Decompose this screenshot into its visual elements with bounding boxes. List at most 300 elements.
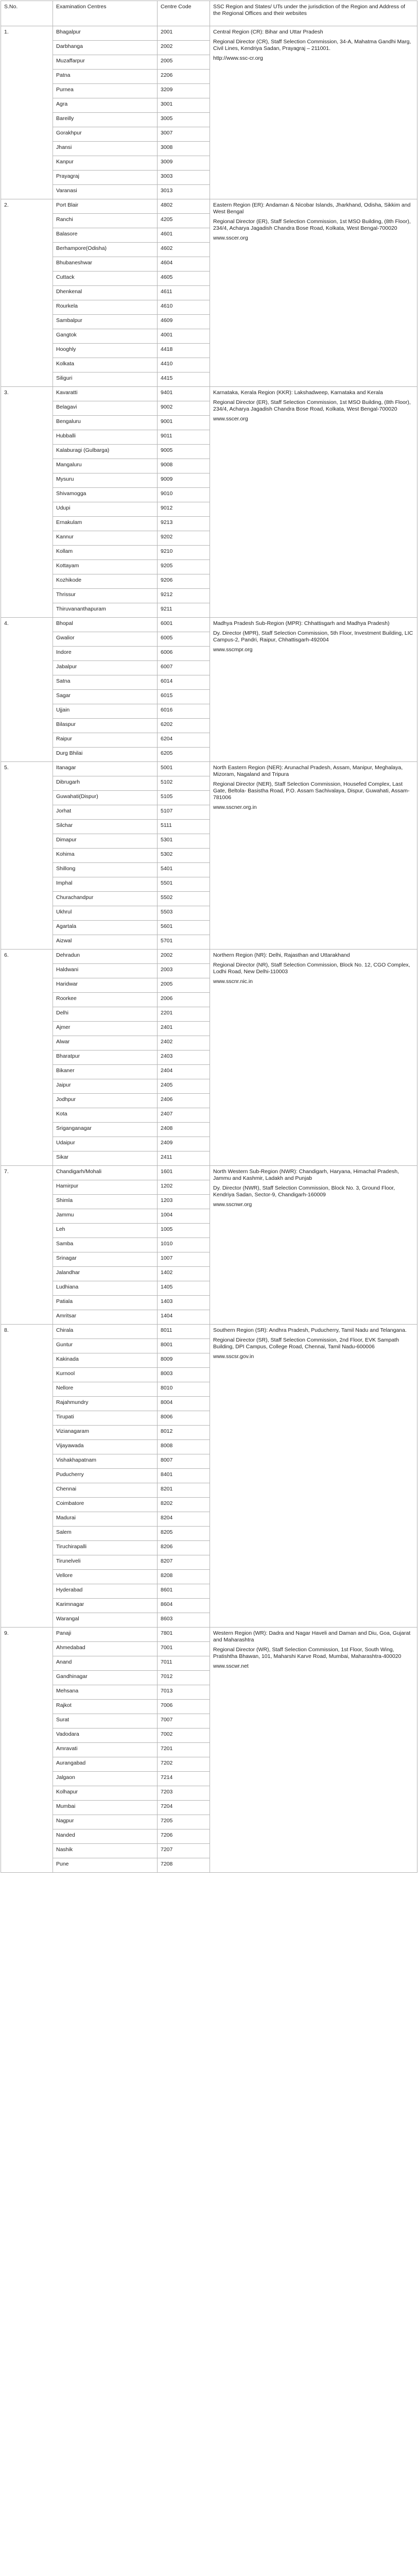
region-info-cell bbox=[210, 1628, 417, 1873]
centre-code: 6205 bbox=[158, 748, 210, 762]
exam-centre-name: Siliguri bbox=[53, 372, 158, 387]
regional-website: www.sscmpr.org bbox=[213, 647, 253, 653]
exam-centre-name: Alwar bbox=[53, 1036, 158, 1050]
centre-code: 4611 bbox=[158, 286, 210, 300]
region-name: Western Region (WR): Dadra and Nagar Haveli and Daman and Diu, Goa, Gujarat and Maharashtra bbox=[213, 1630, 411, 1643]
centre-code: 2405 bbox=[158, 1079, 210, 1094]
region-info-cell bbox=[210, 618, 417, 762]
exam-centre-name: Jorhat bbox=[53, 805, 158, 820]
regional-website: http://www.ssc-cr.org bbox=[213, 55, 263, 61]
exam-centre-name: Aurangabad bbox=[53, 1757, 158, 1772]
exam-centre-name: Agartala bbox=[53, 921, 158, 935]
regional-office-address: Regional Director (ER), Staff Selection Commission, 1st MSO Building, (8th Floor), 234/4, Acharya Jagadish Chandra Bose Road, Kolkata, West Bengal-700020 bbox=[213, 218, 411, 231]
centre-code: 5503 bbox=[158, 906, 210, 921]
exam-centre-name: Samba bbox=[53, 1238, 158, 1252]
centre-code: 2404 bbox=[158, 1065, 210, 1079]
centre-code: 9401 bbox=[158, 387, 210, 401]
centre-code: 9205 bbox=[158, 560, 210, 574]
centre-code: 8008 bbox=[158, 1440, 210, 1454]
exam-centre-name: Raipur bbox=[53, 733, 158, 748]
exam-centre-name: Hamirpur bbox=[53, 1180, 158, 1195]
exam-centre-name: Patiala bbox=[53, 1296, 158, 1310]
region-serial-number: 7. bbox=[1, 1166, 53, 1325]
centre-code: 8603 bbox=[158, 1613, 210, 1628]
centre-code: 1007 bbox=[158, 1252, 210, 1267]
exam-centre-name: Ludhiana bbox=[53, 1281, 158, 1296]
exam-centre-name: Thiruvananthapuram bbox=[53, 603, 158, 618]
regional-office-address: Dy. Director (MPR), Staff Selection Commission, 5th Floor, Investment Building, LIC Campus-2, Pandri, Raipur, Chhattisgarh-492004 bbox=[213, 630, 413, 643]
exam-centre-name: Dimapur bbox=[53, 834, 158, 849]
exam-centre-name: Sriganganagar bbox=[53, 1123, 158, 1137]
exam-centre-name: Jalandhar bbox=[53, 1267, 158, 1281]
exam-centre-name: Gandhinagar bbox=[53, 1671, 158, 1685]
exam-centre-name: Udupi bbox=[53, 502, 158, 517]
region-name: Northern Region (NR): Delhi, Rajasthan and Uttarakhand bbox=[213, 952, 350, 958]
exam-centre-name: Shivamogga bbox=[53, 488, 158, 502]
region-info-cell bbox=[210, 26, 417, 199]
exam-centre-name: Nashik bbox=[53, 1844, 158, 1858]
centre-code: 8007 bbox=[158, 1454, 210, 1469]
exam-centre-name: Madurai bbox=[53, 1512, 158, 1527]
exam-centre-name: Chirala bbox=[53, 1325, 158, 1339]
centre-code: 4418 bbox=[158, 344, 210, 358]
centre-code: 8205 bbox=[158, 1527, 210, 1541]
exam-centre-name: Panaji bbox=[53, 1628, 158, 1642]
centre-code: 2406 bbox=[158, 1094, 210, 1108]
exam-centre-name: Coimbatore bbox=[53, 1498, 158, 1512]
exam-centre-name: Thrissur bbox=[53, 589, 158, 603]
exam-centre-name: Berhampore(Odisha) bbox=[53, 243, 158, 257]
exam-centre-name: Shimla bbox=[53, 1195, 158, 1209]
exam-centre-name: Kota bbox=[53, 1108, 158, 1123]
centre-code: 7203 bbox=[158, 1786, 210, 1801]
exam-centre-name: Shillong bbox=[53, 863, 158, 877]
exam-centre-name: Mysuru bbox=[53, 473, 158, 488]
centre-code: 3005 bbox=[158, 113, 210, 127]
centre-code: 8011 bbox=[158, 1325, 210, 1339]
exam-centre-name: Jodhpur bbox=[53, 1094, 158, 1108]
centre-code: 3209 bbox=[158, 84, 210, 98]
exam-centre-name: Muzaffarpur bbox=[53, 55, 158, 70]
centre-code: 9009 bbox=[158, 473, 210, 488]
exam-centre-name: Dhenkenal bbox=[53, 286, 158, 300]
centre-code: 2005 bbox=[158, 978, 210, 993]
exam-centre-name: Srinagar bbox=[53, 1252, 158, 1267]
exam-centre-name: Karimnagar bbox=[53, 1599, 158, 1613]
centre-code: 7207 bbox=[158, 1844, 210, 1858]
centre-code: 4605 bbox=[158, 272, 210, 286]
centre-code: 1404 bbox=[158, 1310, 210, 1325]
centre-code: 9011 bbox=[158, 430, 210, 445]
centre-code: 4601 bbox=[158, 228, 210, 243]
regional-website: www.sscer.org bbox=[213, 416, 248, 422]
exam-centre-name: Satna bbox=[53, 675, 158, 690]
centre-code: 7001 bbox=[158, 1642, 210, 1656]
centre-code: 9213 bbox=[158, 517, 210, 531]
centre-code: 1402 bbox=[158, 1267, 210, 1281]
centre-code: 2002 bbox=[158, 950, 210, 964]
centre-code: 2006 bbox=[158, 993, 210, 1007]
exam-centre-name: Gorakhpur bbox=[53, 127, 158, 142]
exam-centre-name: Kozhikode bbox=[53, 574, 158, 589]
exam-centre-name: Vijayawada bbox=[53, 1440, 158, 1454]
table-row bbox=[1, 950, 417, 964]
centre-code: 7006 bbox=[158, 1700, 210, 1714]
exam-centre-name: Churachandpur bbox=[53, 892, 158, 906]
exam-centre-name: Salem bbox=[53, 1527, 158, 1541]
exam-centre-name: Puducherry bbox=[53, 1469, 158, 1483]
exam-centre-name: Amritsar bbox=[53, 1310, 158, 1325]
exam-centre-name: Anand bbox=[53, 1656, 158, 1671]
centre-code: 2005 bbox=[158, 55, 210, 70]
centre-code: 5111 bbox=[158, 820, 210, 834]
exam-centre-name: Kalaburagi (Gulbarga) bbox=[53, 445, 158, 459]
centre-code: 7011 bbox=[158, 1656, 210, 1671]
centre-code: 6015 bbox=[158, 690, 210, 704]
centre-code: 6016 bbox=[158, 704, 210, 719]
exam-centre-name: Kannur bbox=[53, 531, 158, 546]
centre-code: 6014 bbox=[158, 675, 210, 690]
exam-centre-name: Haldwani bbox=[53, 964, 158, 978]
regional-website: www.sscsr.gov.in bbox=[213, 1353, 254, 1360]
regional-office-address: Regional Director (NR), Staff Selection Commission, Block No. 12, CGO Complex, Lodhi Road, New Delhi-110003 bbox=[213, 962, 410, 975]
exam-centre-name: Udaipur bbox=[53, 1137, 158, 1151]
regional-website: www.sscnwr.org bbox=[213, 1201, 252, 1208]
table-row bbox=[1, 387, 417, 401]
centre-code: 9002 bbox=[158, 401, 210, 416]
centre-code: 4410 bbox=[158, 358, 210, 372]
exam-centre-name: Mehsana bbox=[53, 1685, 158, 1700]
exam-centre-name: Ranchi bbox=[53, 214, 158, 228]
exam-centre-name: Nanded bbox=[53, 1829, 158, 1844]
centre-code: 7208 bbox=[158, 1858, 210, 1873]
exam-centre-name: Bhubaneshwar bbox=[53, 257, 158, 272]
centre-code: 2001 bbox=[158, 26, 210, 41]
table-row bbox=[1, 762, 417, 776]
centre-code: 7201 bbox=[158, 1743, 210, 1757]
exam-centre-name: Vizianagaram bbox=[53, 1426, 158, 1440]
region-info-cell bbox=[210, 1325, 417, 1628]
centre-code: 1005 bbox=[158, 1224, 210, 1238]
exam-centre-name: Vishakhapatnam bbox=[53, 1454, 158, 1469]
centre-code: 2407 bbox=[158, 1108, 210, 1123]
exam-centre-name: Tirupati bbox=[53, 1411, 158, 1426]
exam-centre-name: Bhopal bbox=[53, 618, 158, 632]
centre-code: 6204 bbox=[158, 733, 210, 748]
exam-centre-name: Kolkata bbox=[53, 358, 158, 372]
exam-centre-name: Chandigarh/Mohali bbox=[53, 1166, 158, 1180]
centre-code: 3003 bbox=[158, 171, 210, 185]
centre-code: 6007 bbox=[158, 661, 210, 675]
exam-centre-name: Kavaratti bbox=[53, 387, 158, 401]
centre-code: 8401 bbox=[158, 1469, 210, 1483]
exam-centre-name: Purnea bbox=[53, 84, 158, 98]
table-body bbox=[1, 26, 417, 1873]
region-name: Eastern Region (ER): Andaman & Nicobar Islands, Jharkhand, Odisha, Sikkim and West Bengal bbox=[213, 202, 411, 215]
exam-centre-name: Hyderabad bbox=[53, 1584, 158, 1599]
centre-code: 2408 bbox=[158, 1123, 210, 1137]
table-row bbox=[1, 1628, 417, 1642]
exam-centre-name: Ujjain bbox=[53, 704, 158, 719]
region-serial-number: 6. bbox=[1, 950, 53, 1166]
exam-centre-name: Tirunelveli bbox=[53, 1555, 158, 1570]
regional-website: www.sscwr.net bbox=[213, 1663, 249, 1669]
region-name: Southern Region (SR): Andhra Pradesh, Puducherry, Tamil Nadu and Telangana. bbox=[213, 1327, 407, 1333]
centre-code: 4205 bbox=[158, 214, 210, 228]
centre-code: 9012 bbox=[158, 502, 210, 517]
centre-code: 4602 bbox=[158, 243, 210, 257]
table-row bbox=[1, 199, 417, 214]
centre-code: 7002 bbox=[158, 1728, 210, 1743]
exam-centre-name: Sikar bbox=[53, 1151, 158, 1166]
exam-centre-name: Jalgaon bbox=[53, 1772, 158, 1786]
centre-code: 2201 bbox=[158, 1007, 210, 1022]
centre-code: 6001 bbox=[158, 618, 210, 632]
exam-centre-name: Jaipur bbox=[53, 1079, 158, 1094]
exam-centre-name: Hooghly bbox=[53, 344, 158, 358]
regional-website: www.sscer.org bbox=[213, 235, 248, 241]
centre-code: 7204 bbox=[158, 1801, 210, 1815]
centre-code: 7012 bbox=[158, 1671, 210, 1685]
exam-centre-name: Kolhapur bbox=[53, 1786, 158, 1801]
centre-code: 8012 bbox=[158, 1426, 210, 1440]
exam-centre-name: Kohima bbox=[53, 849, 158, 863]
exam-centre-name: Haridwar bbox=[53, 978, 158, 993]
exam-centre-name: Warangal bbox=[53, 1613, 158, 1628]
centre-code: 5502 bbox=[158, 892, 210, 906]
centre-code: 7007 bbox=[158, 1714, 210, 1728]
centre-code: 3007 bbox=[158, 127, 210, 142]
exam-centre-name: Indore bbox=[53, 647, 158, 661]
centre-code: 5107 bbox=[158, 805, 210, 820]
exam-centre-name: Ahmedabad bbox=[53, 1642, 158, 1656]
exam-centre-name: Bharatpur bbox=[53, 1050, 158, 1065]
region-name: Central Region (CR): Bihar and Uttar Pradesh bbox=[213, 29, 323, 35]
centre-code: 8010 bbox=[158, 1382, 210, 1397]
centre-code: 5601 bbox=[158, 921, 210, 935]
regional-office-address: Regional Director (WR), Staff Selection Commission, 1st Floor, South Wing, Pratishtha Bhawan, 101, Maharshi Karve Road, Mumbai, Maharashtra-400020 bbox=[213, 1647, 402, 1659]
table-header-row bbox=[1, 1, 417, 26]
centre-code: 7013 bbox=[158, 1685, 210, 1700]
centre-code: 5102 bbox=[158, 776, 210, 791]
region-serial-number: 3. bbox=[1, 387, 53, 618]
region-info-cell bbox=[210, 199, 417, 387]
exam-centre-name: Guwahati(Dispur) bbox=[53, 791, 158, 805]
centre-code: 3008 bbox=[158, 142, 210, 156]
exam-centre-name: Sagar bbox=[53, 690, 158, 704]
exam-centre-name: Bilaspur bbox=[53, 719, 158, 733]
exam-centre-name: Durg Bhilai bbox=[53, 748, 158, 762]
exam-centre-name: Chennai bbox=[53, 1483, 158, 1498]
header-exam-centres: Examination Centres bbox=[53, 1, 158, 26]
exam-centre-name: Mangaluru bbox=[53, 459, 158, 473]
centre-code: 5001 bbox=[158, 762, 210, 776]
region-info-cell bbox=[210, 1166, 417, 1325]
centre-code: 7801 bbox=[158, 1628, 210, 1642]
centre-code: 2409 bbox=[158, 1137, 210, 1151]
exam-centre-name: Tiruchirapalli bbox=[53, 1541, 158, 1555]
exam-centre-name: Agra bbox=[53, 98, 158, 113]
regional-office-address: Dy. Director (NWR), Staff Selection Commission, Block No. 3, Ground Floor, Kendriya Sadan, Sector-9, Chandigarh-160009 bbox=[213, 1185, 395, 1198]
centre-code: 8009 bbox=[158, 1353, 210, 1368]
centre-code: 5301 bbox=[158, 834, 210, 849]
table-row bbox=[1, 1166, 417, 1180]
centre-code: 8204 bbox=[158, 1512, 210, 1527]
table-row bbox=[1, 1325, 417, 1339]
exam-centre-name: Silchar bbox=[53, 820, 158, 834]
centre-code: 7214 bbox=[158, 1772, 210, 1786]
exam-centre-name: Balasore bbox=[53, 228, 158, 243]
exam-centre-name: Bareilly bbox=[53, 113, 158, 127]
centre-code: 3013 bbox=[158, 185, 210, 199]
centre-code: 9206 bbox=[158, 574, 210, 589]
regional-office-address: Regional Director (ER), Staff Selection Commission, 1st MSO Building, (8th Floor), 234/4, Acharya Jagadish Chandra Bose Road, Kolkata, West Bengal-700020 bbox=[213, 399, 411, 412]
region-serial-number: 8. bbox=[1, 1325, 53, 1628]
region-info-cell bbox=[210, 762, 417, 950]
centre-code: 1202 bbox=[158, 1180, 210, 1195]
centre-code: 8206 bbox=[158, 1541, 210, 1555]
exam-centre-name: Kottayam bbox=[53, 560, 158, 574]
centre-code: 8004 bbox=[158, 1397, 210, 1411]
exam-centre-name: Jhansi bbox=[53, 142, 158, 156]
exam-centre-name: Belagavi bbox=[53, 401, 158, 416]
table-row bbox=[1, 618, 417, 632]
region-name: North Eastern Region (NER): Arunachal Pradesh, Assam, Manipur, Meghalaya, Mizoram, Nagaland and Tripura bbox=[213, 765, 403, 777]
centre-code: 8006 bbox=[158, 1411, 210, 1426]
exam-centre-name: Ajmer bbox=[53, 1022, 158, 1036]
centre-code: 9001 bbox=[158, 416, 210, 430]
centre-code: 6005 bbox=[158, 632, 210, 647]
centre-code: 7206 bbox=[158, 1829, 210, 1844]
centre-code: 4604 bbox=[158, 257, 210, 272]
exam-centre-name: Jabalpur bbox=[53, 661, 158, 675]
region-info-cell bbox=[210, 950, 417, 1166]
centre-code: 1405 bbox=[158, 1281, 210, 1296]
centre-code: 6006 bbox=[158, 647, 210, 661]
header-centre-code: Centre Code bbox=[158, 1, 210, 26]
exam-centre-name: Nellore bbox=[53, 1382, 158, 1397]
exam-centre-name: Vellore bbox=[53, 1570, 158, 1584]
exam-centre-name: Bikaner bbox=[53, 1065, 158, 1079]
centre-code: 9211 bbox=[158, 603, 210, 618]
centre-code: 9212 bbox=[158, 589, 210, 603]
centre-code: 2002 bbox=[158, 41, 210, 55]
exam-centre-name: Roorkee bbox=[53, 993, 158, 1007]
centre-code: 5501 bbox=[158, 877, 210, 892]
centre-code: 8601 bbox=[158, 1584, 210, 1599]
exam-centre-name: Rajkot bbox=[53, 1700, 158, 1714]
header-region: SSC Region and States/ UTs under the jurisdiction of the Region and Address of the Regional Offices and their websites bbox=[210, 1, 417, 26]
regional-website: www.sscnr.nic.in bbox=[213, 978, 253, 985]
exam-centre-name: Rajahmundry bbox=[53, 1397, 158, 1411]
region-serial-number: 4. bbox=[1, 618, 53, 762]
exam-centres-table bbox=[1, 1, 417, 1873]
exam-centre-name: Mumbai bbox=[53, 1801, 158, 1815]
centre-code: 4610 bbox=[158, 300, 210, 315]
region-serial-number: 2. bbox=[1, 199, 53, 387]
exam-centre-name: Jammu bbox=[53, 1209, 158, 1224]
centre-code: 1601 bbox=[158, 1166, 210, 1180]
exam-centre-name: Guntur bbox=[53, 1339, 158, 1353]
exam-centre-name: Bhagalpur bbox=[53, 26, 158, 41]
centre-code: 5105 bbox=[158, 791, 210, 805]
exam-centre-name: Bengaluru bbox=[53, 416, 158, 430]
region-serial-number: 9. bbox=[1, 1628, 53, 1873]
centre-code: 1203 bbox=[158, 1195, 210, 1209]
regional-website: www.sscner.org.in bbox=[213, 804, 257, 810]
region-serial-number: 5. bbox=[1, 762, 53, 950]
region-name: Karnataka, Kerala Region (KKR): Lakshadweep, Karnataka and Kerala bbox=[213, 389, 383, 396]
exam-centre-name: Leh bbox=[53, 1224, 158, 1238]
regional-office-address: Regional Director (CR), Staff Selection Commission, 34-A, Mahatma Gandhi Marg, Civil Lines, Kendriya Sadan, Prayagraj – 211001. bbox=[213, 39, 411, 52]
exam-centre-name: Kurnool bbox=[53, 1368, 158, 1382]
centre-code: 8207 bbox=[158, 1555, 210, 1570]
centre-code: 9202 bbox=[158, 531, 210, 546]
centre-code: 7205 bbox=[158, 1815, 210, 1829]
exam-centre-name: Prayagraj bbox=[53, 171, 158, 185]
centre-code: 8208 bbox=[158, 1570, 210, 1584]
exam-centre-name: Dehradun bbox=[53, 950, 158, 964]
centre-code: 8201 bbox=[158, 1483, 210, 1498]
centre-code: 2401 bbox=[158, 1022, 210, 1036]
header-sno: S.No. bbox=[1, 1, 53, 26]
centre-code: 7202 bbox=[158, 1757, 210, 1772]
exam-centre-name: Varanasi bbox=[53, 185, 158, 199]
exam-centre-name: Imphal bbox=[53, 877, 158, 892]
exam-centre-name: Ukhrul bbox=[53, 906, 158, 921]
centre-code: 5401 bbox=[158, 863, 210, 877]
exam-centre-name: Hubballi bbox=[53, 430, 158, 445]
exam-centre-name: Pune bbox=[53, 1858, 158, 1873]
centre-code: 1004 bbox=[158, 1209, 210, 1224]
exam-centre-name: Kakinada bbox=[53, 1353, 158, 1368]
exam-centre-name: Dibrugarh bbox=[53, 776, 158, 791]
exam-centre-name: Gangtok bbox=[53, 329, 158, 344]
centre-code: 2402 bbox=[158, 1036, 210, 1050]
centre-code: 9008 bbox=[158, 459, 210, 473]
exam-centre-name: Nagpur bbox=[53, 1815, 158, 1829]
region-name: North Western Sub-Region (NWR): Chandigarh, Haryana, Himachal Pradesh, Jammu and Kashmir, Ladakh and Punjab bbox=[213, 1168, 399, 1181]
centre-code: 3001 bbox=[158, 98, 210, 113]
centre-code: 9010 bbox=[158, 488, 210, 502]
regional-office-address: Regional Director (NER), Staff Selection Commission, Housefed Complex, Last Gate, Beltola- Basistha Road, P.O. Assam Sachivalaya, Dispur, Guwahati, Assam-781006 bbox=[213, 781, 410, 801]
exam-centre-name: Darbhanga bbox=[53, 41, 158, 55]
exam-centre-name: Kanpur bbox=[53, 156, 158, 171]
exam-centre-name: Surat bbox=[53, 1714, 158, 1728]
centre-code: 8003 bbox=[158, 1368, 210, 1382]
centre-code: 2411 bbox=[158, 1151, 210, 1166]
centre-code: 5302 bbox=[158, 849, 210, 863]
exam-centre-name: Ernakulam bbox=[53, 517, 158, 531]
centre-code: 8202 bbox=[158, 1498, 210, 1512]
exam-centre-name: Kollam bbox=[53, 546, 158, 560]
region-info-cell bbox=[210, 387, 417, 618]
centre-code: 9210 bbox=[158, 546, 210, 560]
exam-centre-name: Gwalior bbox=[53, 632, 158, 647]
centre-code: 4001 bbox=[158, 329, 210, 344]
exam-centre-name: Sambalpur bbox=[53, 315, 158, 329]
centre-code: 4415 bbox=[158, 372, 210, 387]
centre-code: 2003 bbox=[158, 964, 210, 978]
exam-centre-name: Delhi bbox=[53, 1007, 158, 1022]
exam-centre-name: Aizwal bbox=[53, 935, 158, 950]
table-row bbox=[1, 26, 417, 41]
exam-centre-name: Itanagar bbox=[53, 762, 158, 776]
exam-centre-name: Cuttack bbox=[53, 272, 158, 286]
centre-code: 4802 bbox=[158, 199, 210, 214]
centre-code: 1403 bbox=[158, 1296, 210, 1310]
exam-centre-name: Vadodara bbox=[53, 1728, 158, 1743]
